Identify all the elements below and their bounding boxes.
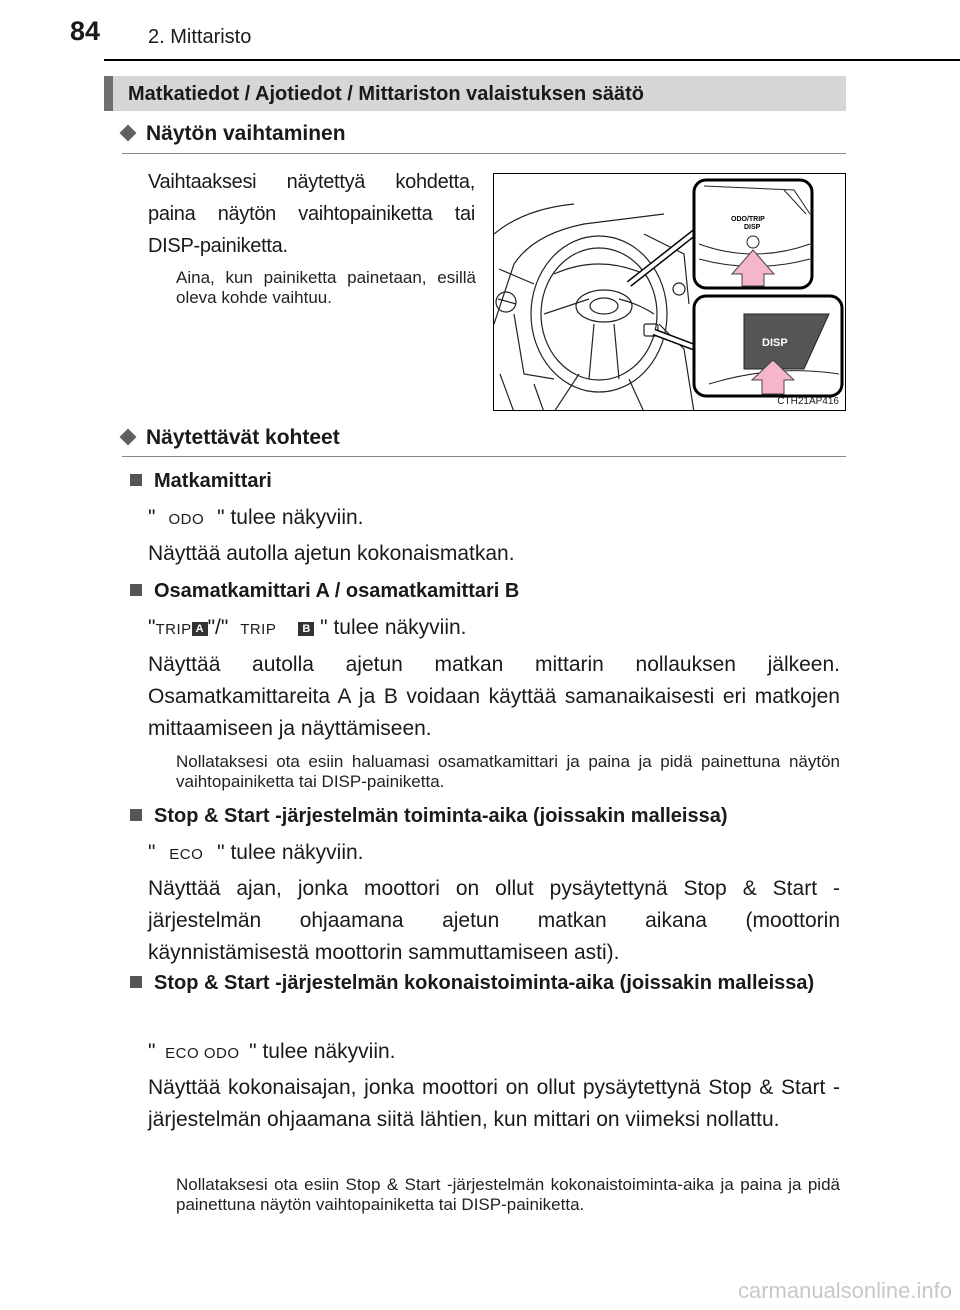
subsection-rule xyxy=(122,153,846,154)
eco-display-line: " ECO " tulee näkyviin. xyxy=(148,837,364,871)
item-heading-odometer: Matkamittari xyxy=(130,470,272,493)
diamond-bullet-icon xyxy=(120,429,137,446)
trip-b-display-icon: TRIP xyxy=(240,621,277,638)
trip-description: Näyttää autolla ajetun matkan mittarin nollauksen jälkeen. Osamatkamittareita A ja B voidaan käyttää samanaikaisesti eri matkojen mittaamiseen ja näyttämiseen. xyxy=(148,653,840,740)
odo-display-icon: ODO xyxy=(168,511,205,528)
square-bullet-icon xyxy=(130,584,142,596)
trip-b-box-icon: B xyxy=(298,622,314,636)
section-title: Matkatiedot / Ajotiedot / Mittariston valaistuksen säätö xyxy=(128,83,645,105)
square-bullet-icon xyxy=(130,474,142,486)
eco-odo-description: Näyttää kokonaisajan, jonka moottori on ollut pysäytettynä Stop & Start -järjestelmän ohjaamana siitä lähtien, kun mittari on viimeksi nollattu. xyxy=(148,1076,840,1131)
odometer-description: Näyttää autolla ajetun kokonaismatkan. xyxy=(148,542,515,565)
eco-display-icon: ECO xyxy=(169,846,204,863)
item-heading-trip-meter: Osamatkamittari A / osamatkamittari B xyxy=(130,580,519,603)
dashboard-illustration xyxy=(493,173,846,411)
square-bullet-icon xyxy=(130,976,142,988)
item-heading-stop-start-total: Stop & Start -järjestelmän kokonaistoiminta-aika (joissakin malleissa) xyxy=(130,968,840,998)
eco-odo-display-icon: ECO ODO xyxy=(165,1045,240,1062)
instruction-note: Aina, kun painiketta painetaan, esillä oleva kohde vaihtuu. xyxy=(176,268,476,307)
trip-a-box-icon: A xyxy=(192,622,208,636)
instruction-text: Vaihtaaksesi näytettyä kohdetta, paina näytön vaihtopainiketta tai DISP-painiketta. xyxy=(148,171,475,257)
eco-description: Näyttää ajan, jonka moottori on ollut pysäytettynä Stop & Start -järjestelmän ohjaamana ajetun matkan aikana (moottorin käynnistämisestä moottorin sammuttamiseen asti). xyxy=(148,877,840,964)
illustration-code: CTH21AP416 xyxy=(777,396,839,407)
section-title-bar xyxy=(104,76,846,111)
disp-small-label: DISP xyxy=(744,224,761,231)
square-bullet-icon xyxy=(130,809,142,821)
trip-a-display-icon: TRIP xyxy=(155,621,192,638)
eco-odo-note: Nollataksesi ota esiin Stop & Start -järjestelmän kokonaistoiminta-aika ja paina ja pidä painettuna näytön vaihtopainiketta tai DISP-painiketta. xyxy=(176,1175,840,1214)
steering-wheel-drawing xyxy=(494,174,846,411)
page-number: 84 xyxy=(70,16,101,46)
eco-odo-display-line: " ECO ODO " tulee näkyviin. xyxy=(148,1036,396,1070)
diamond-bullet-icon xyxy=(120,125,137,142)
odometer-display-line: " ODO " tulee näkyviin. xyxy=(148,502,364,536)
subsection-heading-1: Näytön vaihtaminen xyxy=(122,122,346,146)
trip-note: Nollataksesi ota esiin haluamasi osamatkamittari ja paina ja pidä painettuna näytön vaihtopainiketta tai DISP-painiketta. xyxy=(176,752,840,791)
item-heading-stop-start-time: Stop & Start -järjestelmän toiminta-aika (joissakin malleissa) xyxy=(130,805,728,828)
odo-trip-label: ODO/TRIP xyxy=(731,216,765,223)
trip-display-line: "TRIP A "/" TRIP B " tulee näkyviin. xyxy=(148,612,467,646)
subsection-heading-2: Näytettävät kohteet xyxy=(122,426,340,450)
chapter-title: 2. Mittaristo xyxy=(148,26,252,48)
header-rule xyxy=(104,59,960,61)
subsection-rule xyxy=(122,456,846,457)
watermark: carmanualsonline.info xyxy=(737,1278,952,1303)
disp-button-label: DISP xyxy=(762,337,788,349)
